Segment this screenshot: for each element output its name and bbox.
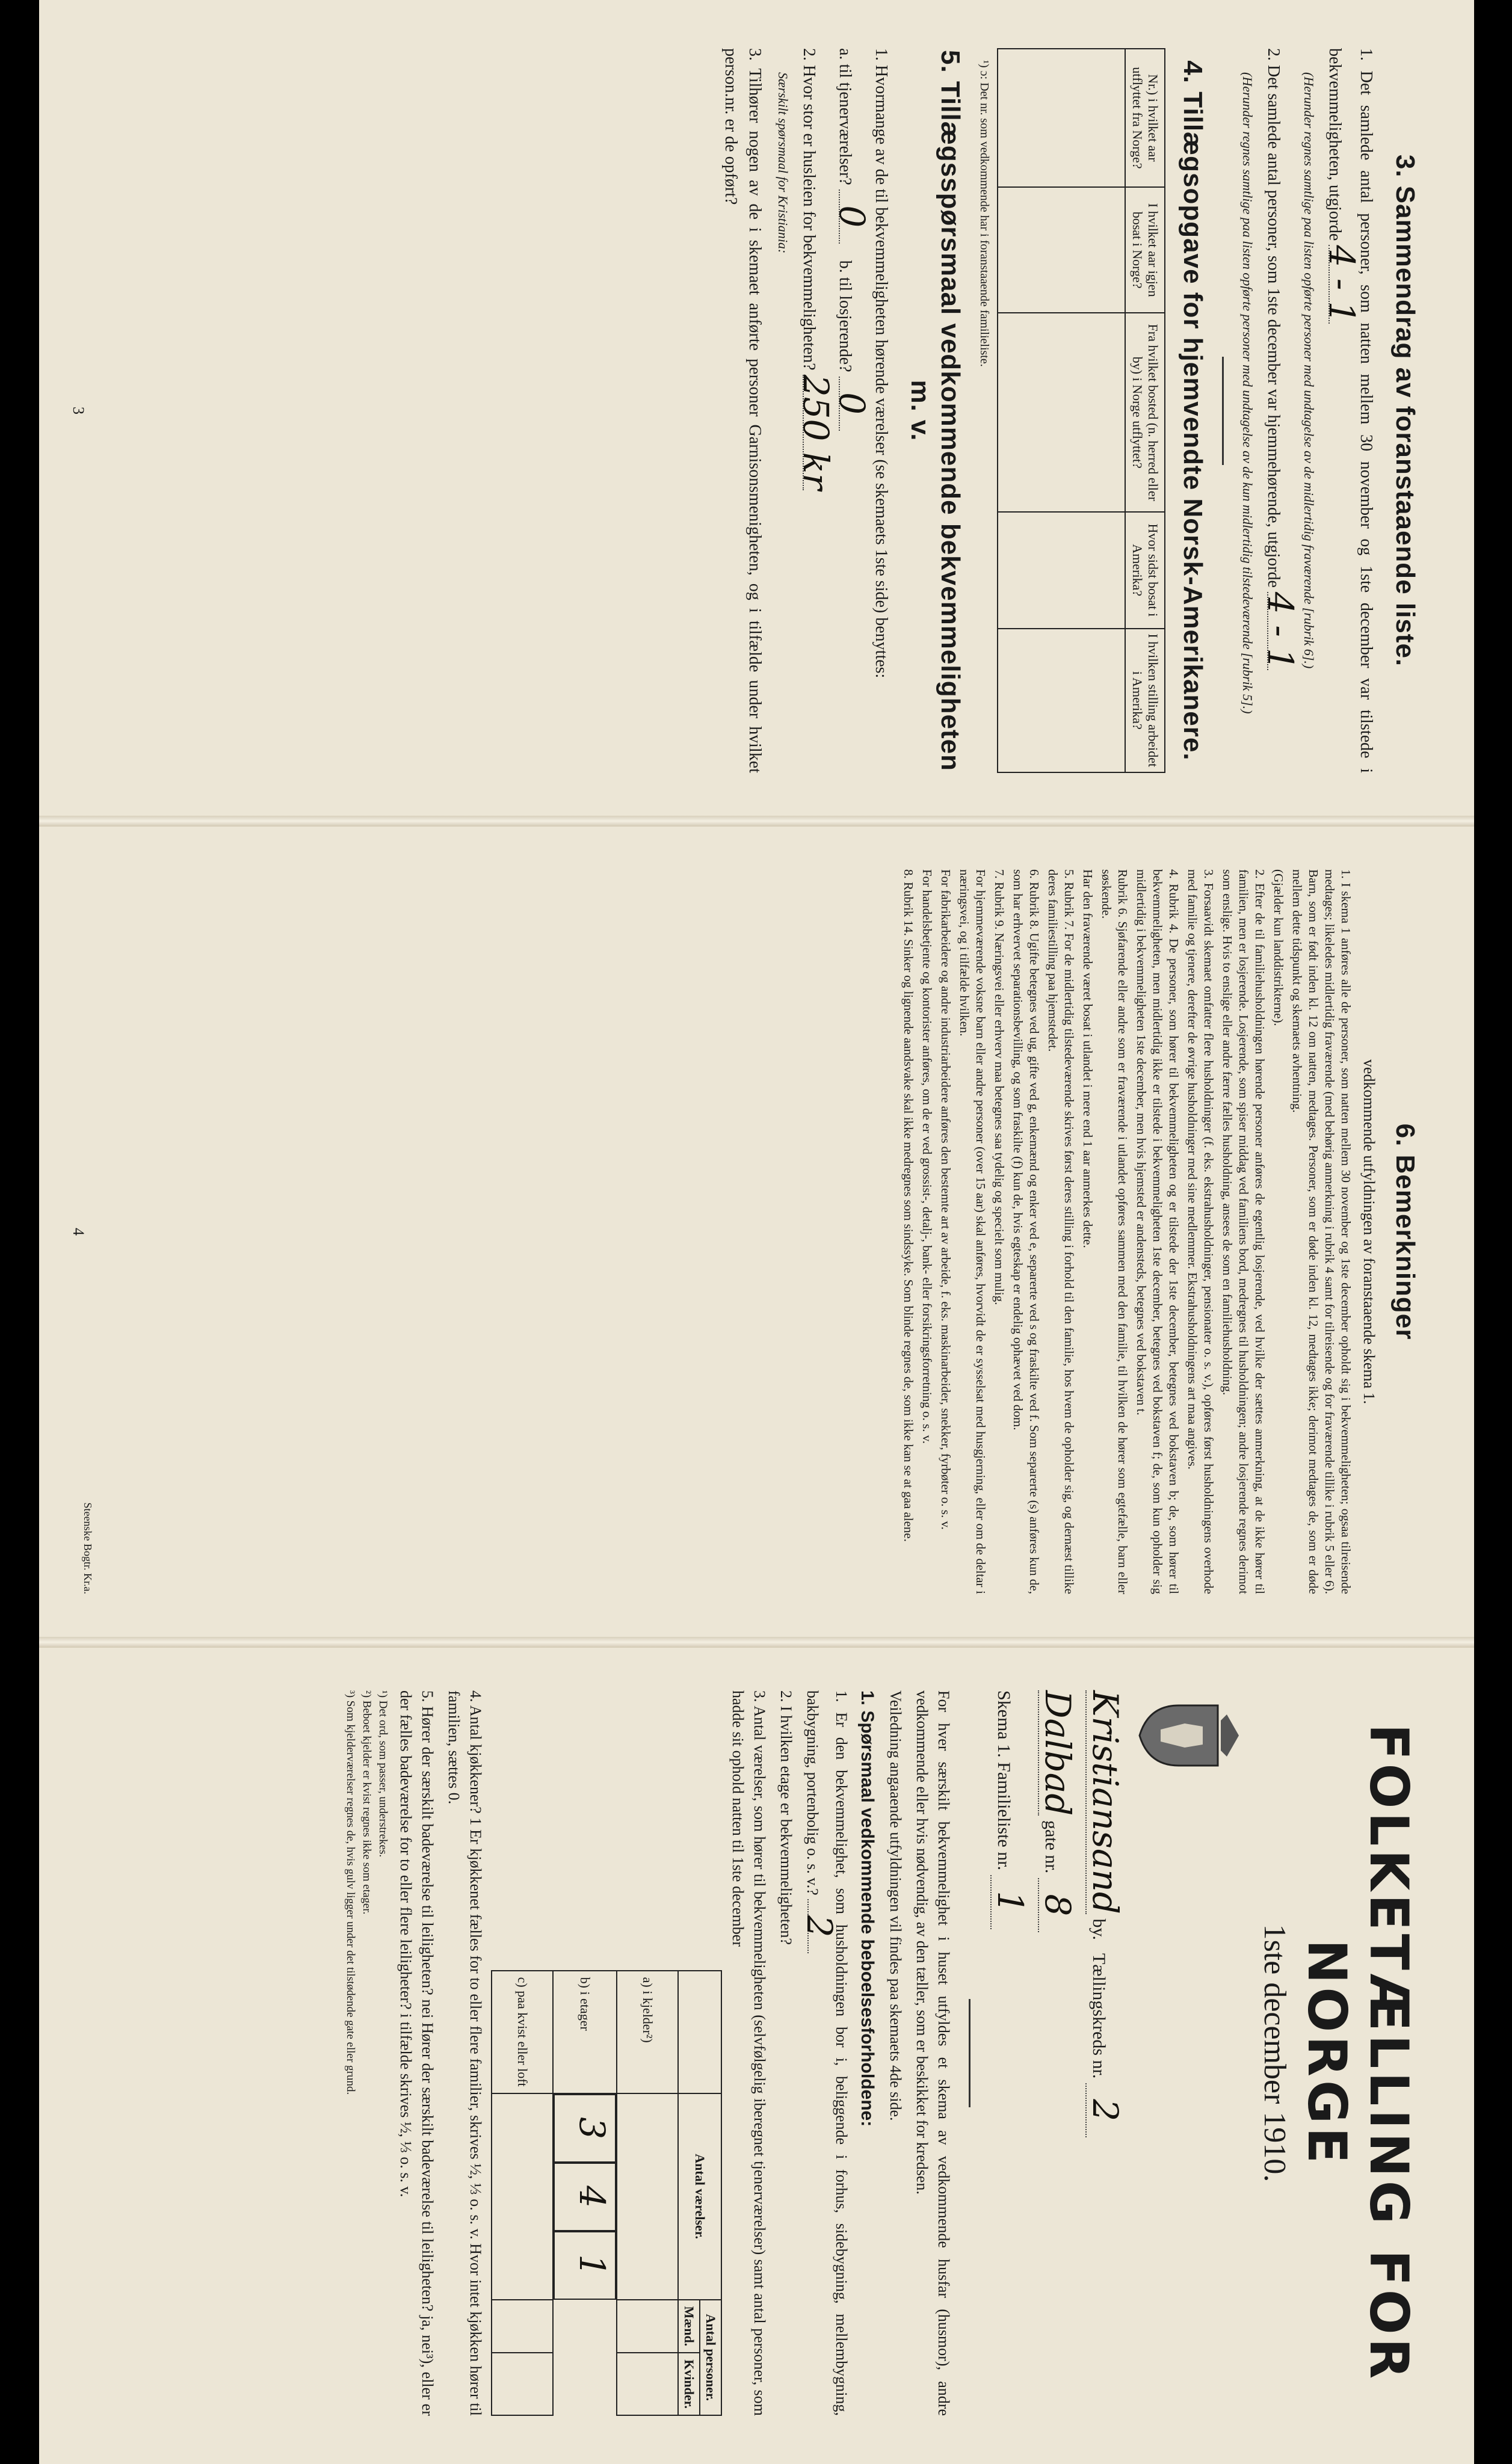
questions-heading: 1. Spørsmaal vedkommende beboelsesforholdene: bbox=[857, 1690, 877, 2127]
question-1-text: 1. Er den bekvemmelighet, som husholdningen bor i, beliggende i forhus, sidebygning, mellembygning, bakbygning, portenbolig o. s. v.? bbox=[804, 1690, 850, 2416]
remark-item: For hjemmeværende voksne barn eller andre personer (over 15 aar) skal anføres, hvorvidt de er sysselsat med husgjerning, eller om de deltar i næringsvei, og i tilfælde hvilken. bbox=[957, 869, 988, 1594]
page-number: 4 bbox=[70, 1228, 87, 1236]
street-label: gate nr. bbox=[1041, 1820, 1061, 1874]
city-label: by. bbox=[1089, 1918, 1109, 1941]
women-value: 1 bbox=[554, 2231, 616, 2300]
remark-item: 5. Rubrik 7. For de midlertidig tilstedeværende skrives først deres stilling i forhold til den familie, hos hvem de opholder sig, og dernæst tillike deres familiestilling paa hjemstedet. bbox=[1046, 869, 1076, 1594]
table-row bbox=[492, 1971, 553, 2415]
remark-item: 8. Rubrik 14. Sinker og lignende aandsvake skal ikke medregnes som sindssyke. Som blinde regnes de, som ikke kan se at gaa alene. bbox=[901, 869, 916, 1542]
row-label: b) i etager bbox=[553, 1971, 617, 2093]
section-5-q1a-text: a. til tjenerværelser? bbox=[836, 48, 854, 185]
section-3-q1-value: 4 - 1 bbox=[1321, 245, 1362, 324]
remark-item: 2. Efter de til familiehusholdningen hørende personer anføres de egentlig losjerende, ved hvilke der sættes anmerkning, at de ikke hører til familien, men er losjerende. Losjerende, som spiser middag ved familiens bord, medregnes til husholdningen; andre losjerende regnes derimot som enslige. Hvis to enslige eller andre færre fælles husholdning, ansees de som en familiehusholdning. bbox=[1220, 869, 1267, 1594]
footnote: ³) Som kjelderværelser regnes de, hvis gulv ligger under det tilstødende gate eller grund. bbox=[344, 1690, 357, 2095]
section-3-q1-note: (Herunder regnes samtlige paa listen opførte personer med undtagelse av de midlertidig fraværende [rubrik 6].) bbox=[1301, 72, 1316, 669]
remark-item: Har den fraværende været bosat i utlandet i mere end 1 aar anmerkes dette. bbox=[1081, 869, 1095, 1248]
norsk-amerikanere-table bbox=[997, 48, 1165, 773]
section-5-q1a-value: 0 bbox=[839, 189, 864, 244]
section-4-footnote: ¹) ɔ: Det nr. som vedkommende har i foranstaaende familieliste. bbox=[978, 60, 991, 367]
section-3-q2-value: 4 - 1 bbox=[1260, 591, 1301, 671]
section-5-q2 bbox=[795, 48, 836, 773]
street-number-value: 8 bbox=[1038, 1878, 1076, 1932]
column-header: I hvilken stilling arbeidet i Amerika? bbox=[1125, 629, 1165, 772]
street-value: Dalbad bbox=[1037, 1690, 1078, 1816]
column-header: I hvilket aar igjen bosat i Norge? bbox=[1125, 187, 1165, 313]
guide-text: Veiledning angaaende utfyldningen vil findes paa skemaets 4de side. bbox=[887, 1690, 904, 2121]
section-5-heading: 5. Tillægsspørsmaal vedkommende bekvemmeligheten m. v. bbox=[906, 50, 965, 771]
rooms-persons-table bbox=[491, 1970, 722, 2416]
rooms-value: 3 bbox=[554, 2094, 616, 2163]
remark-item: (Gjælder kun landdistrikterne). bbox=[1271, 869, 1286, 1026]
divider bbox=[969, 1999, 970, 2107]
question-1 bbox=[801, 1690, 852, 2416]
footnote: ¹) Det ord, som passer, understrekes. bbox=[377, 1690, 389, 1858]
question-2: 2. I hvilken etage er bekvemmeligheten? bbox=[777, 1690, 795, 1945]
table-row bbox=[998, 49, 1023, 772]
question-1-value: 2 bbox=[807, 1899, 830, 1953]
table-row bbox=[1023, 49, 1049, 772]
row-labels-header bbox=[678, 1971, 721, 2093]
form-title: FOLKETÆLLING FOR NORGE bbox=[1296, 1723, 1420, 2383]
remark-item: 4. Rubrik 4. De personer, som hører til bekvemmeligheten og er tilstede der 1ste december, betegnes ved bokstaven b; de, som hører til bekvemmeligheten, men midlertidig ikke er tilstede i bekvemmeligheten 1ste december, betegnes ved bokstaven f; de, som kun opholder sig midlertidig i bekvemmeligheten 1ste december, men hvis hjemsted er andensteds, betegnes ved bokstaven t. bbox=[1134, 869, 1181, 1594]
skema-label: Skema 1. Familieliste nr. bbox=[994, 1690, 1014, 1871]
census-form-sheet bbox=[39, 0, 1474, 2464]
section-5-q2-text: 2. Hvor stor er husleien for bekvemmeligheten? bbox=[800, 48, 818, 371]
page-number: 3 bbox=[70, 407, 87, 414]
col-women-header: Kvinder. bbox=[678, 2353, 700, 2415]
table-row bbox=[553, 1971, 617, 2415]
remark-item: 3. Forsaavidt skemaet omfatter flere husholdninger (f. eks. ekstrahusholdninger, pensionater o. s. v.), opføres først husholdningens overhode med familie og tjenere, derefter de øvrige husholdninger med sine medlemmer. Ekstrahusholdningens art maa angives. bbox=[1185, 869, 1216, 1594]
coat-of-arms-icon bbox=[1137, 1690, 1245, 1781]
col-persons-header: Antal personer. bbox=[700, 2300, 721, 2415]
section-5-q3: 3. Tilhører nogen av de i skemaet anførte personer Garnisonsmenigheten, og i tilfælde under hvilket person.nr. er de opført? bbox=[721, 48, 764, 773]
section-5-q2-note: Særskilt spørsmaal for Kristiania: bbox=[776, 72, 791, 254]
page-3-panel bbox=[39, 0, 1474, 821]
district-label: Tællingskreds nr. bbox=[1089, 1953, 1109, 2079]
column-header: Hvor sidst bosat i Amerika? bbox=[1125, 512, 1165, 628]
section-5-q1: 1. Hvormange av de til bekvemmeligheten hørende værelser (se skemaets 1ste side) benyttes: bbox=[872, 48, 890, 679]
question-5: 5. Hører der særskilt badeværelse til leiligheten? nei Hører der særskilt badeværelse til leiligheten? ja, nei³), eller er der fælles badeværelse for to eller flere leiligheter? i tilfælde skrives ½, ⅓ o. s. v. bbox=[397, 1690, 436, 2416]
section-3-q1 bbox=[1322, 48, 1378, 773]
section-3-heading: 3. Sammendrag av foranstaaende liste. bbox=[1390, 154, 1420, 667]
intro-text: For hver særskilt bekvemmelighet i huset utfyldes et skema av vedkommende husfar (husmor), andre vedkommende eller hvis nødvendig, av den tæller, som er beskikket for kredsen. bbox=[913, 1690, 952, 2416]
col-men-header: Mænd. bbox=[678, 2300, 700, 2353]
section-5-q1-answers bbox=[832, 48, 872, 773]
city-value: Kristiansand bbox=[1085, 1690, 1126, 1914]
remark-item: 1. I skema 1 anføres alle de personer, som natten mellem 30 november og 1ste december opholdt sig i bekvemmeligheten; ogsaa tilreisende medtages; likeledes midlertidig fraværende (med behørig anmerkning i rubrik 4 samt for tilreisende og for fraværende tillike i rubrik 5 eller 6). Barn, som er født inden kl. 12 om natten, medtages. Personer, som er døde inden kl. 12, medtages ikke; derimot medtages de, som er døde mellem dette tidspunkt og skemaets avhentning. bbox=[1290, 869, 1353, 1594]
remarks-subheading: vedkommende utfyldningen av foranstaaende skema 1. bbox=[1360, 1059, 1378, 1405]
column-header: Fra hvilket bosted (n. herred eller by) i Norge utflyttet? bbox=[1125, 313, 1165, 512]
cover-panel bbox=[39, 1642, 1474, 2464]
section-4-heading: 4. Tillægsopgave for hjemvendte Norsk-Amerikanere. bbox=[1178, 60, 1208, 761]
remark-item: 6. Rubrik 8. Ugifte betegnes ved ug, gifte ved g, enkemænd og enker ved e, separerte ved s og fraskilte ved f. Som separerte (s) anføres kun de, som har erhvervet separationsbevilling, og som fraskilte (f) kun de, hvis egteskap er endelig ophævet ved dom. bbox=[1011, 869, 1041, 1594]
table-row bbox=[1049, 49, 1074, 772]
remark-item: For handelsbetjente og kontorister anføres, om de er ved grossist-, detalj-, bank- eller forsikringsforretning o. s. v. bbox=[920, 869, 934, 1444]
location-line bbox=[1080, 1690, 1124, 2416]
page-4-panel bbox=[39, 821, 1474, 1642]
section-3-q2-note: (Herunder regnes samtlige paa listen opførte personer med undtagelse av de kun midlertidig tilstedeværende [rubrik 5].) bbox=[1240, 72, 1255, 714]
district-value: 2 bbox=[1085, 2083, 1124, 2137]
footnote: ²) Beboet kjelder er kvist regnes ikke som etager. bbox=[360, 1690, 373, 1915]
table-row bbox=[1099, 49, 1125, 772]
column-header: Nr.) i hvilket aar utflyttet fra Norge? bbox=[1125, 49, 1165, 187]
table-row bbox=[617, 1971, 678, 2415]
remark-item: 7. Rubrik 9. Næringsvei eller erhverv maa betegnes saa tydelig og specielt som mulig. bbox=[992, 869, 1007, 1305]
question-4: 4. Antal kjøkkener? 1 Er kjøkkenet fælles for to eller flere familier, skrives ½, ⅓ o. s. v. Hvor intet kjøkken hører til familien, sættes 0. bbox=[445, 1690, 484, 2416]
skema-line bbox=[985, 1690, 1029, 2416]
remarks-heading: 6. Bemerkninger bbox=[1390, 1123, 1420, 1340]
remark-item: Rubrik 6. Sjøfarende eller andre som er fraværende i utlandet opføres sammen med den familie, til hvilken de hører som egtefælle, barn eller søskende. bbox=[1099, 869, 1130, 1594]
section-3-q2 bbox=[1260, 48, 1301, 773]
row-label: a) i kjelder²) bbox=[617, 1971, 678, 2093]
table-row bbox=[1074, 49, 1099, 772]
street-line bbox=[1032, 1690, 1076, 2416]
section-3-q1-text: 1. Det samlede antal personer, som natten mellem 30 november og 1ste december var tilstede i bekvemmeligheten, utgjorde bbox=[1325, 48, 1375, 773]
skema-value: 1 bbox=[990, 1875, 1029, 1929]
remark-item: For fabrikarbeidere og andre industriarbeidere anføres den bestemte art av arbeide, f. eks. maskinarbeider, snekker, fyrbøter o. s. v. bbox=[939, 869, 953, 1530]
question-3: 3. Antal værelser, som hører til bekvemmeligheten (selvfølgelig iberegnet tjenerværelser) samt antal personer, som hadde sit ophold natten til 1ste december bbox=[729, 1690, 768, 2416]
section-5-q1b-text: b. til losjerende? bbox=[836, 260, 854, 372]
section-3-q2-text: 2. Det samlede antal personer, som 1ste december var hjemmehørende, utgjorde bbox=[1264, 48, 1283, 588]
col-rooms-header: Antal værelser. bbox=[678, 2093, 721, 2300]
printer-imprint: Steenske Bogtr. Kr.a. bbox=[82, 1502, 94, 1594]
rotated-form-content bbox=[39, 0, 1474, 2464]
form-date: 1ste december 1910. bbox=[1257, 1924, 1292, 2182]
section-5-q2-value: 250 kr bbox=[795, 374, 836, 490]
row-label: c) paa kvist eller loft bbox=[492, 1971, 553, 2093]
section-5-q1b-value: 0 bbox=[839, 377, 864, 431]
divider bbox=[1222, 357, 1224, 465]
men-value: 4 bbox=[554, 2163, 616, 2231]
